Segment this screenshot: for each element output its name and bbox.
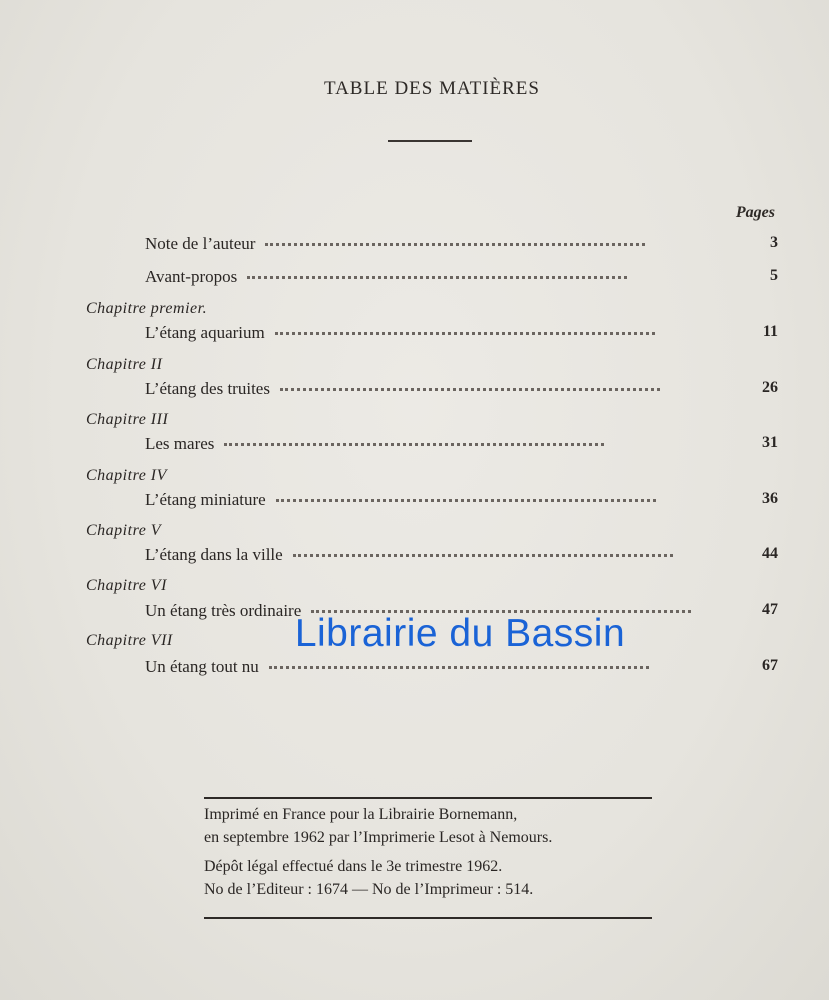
toc-entry-page: 47 bbox=[762, 601, 778, 618]
toc-entry bbox=[145, 601, 780, 625]
toc-entry-label: Un étang tout nu bbox=[145, 657, 259, 676]
chapter-label: Chapitre IV bbox=[86, 467, 167, 484]
toc-entry-label: Avant-propos bbox=[145, 267, 238, 286]
toc-entry bbox=[145, 323, 780, 347]
dot-leader bbox=[247, 266, 627, 279]
toc-entry-label: L’étang dans la ville bbox=[145, 545, 283, 564]
toc-entry-page: 67 bbox=[762, 657, 778, 674]
toc-entry bbox=[145, 490, 780, 514]
colophon-line: Dépôt légal effectué dans le 3e trimestre 1962. bbox=[204, 858, 503, 875]
toc-entry-label: Les mares bbox=[145, 434, 215, 453]
watermark-text: Librairie du Bassin bbox=[294, 612, 626, 655]
chapter-label: Chapitre VI bbox=[86, 577, 167, 594]
dot-leader bbox=[311, 600, 691, 613]
title-divider bbox=[388, 140, 472, 142]
colophon bbox=[204, 803, 652, 901]
toc-entry bbox=[145, 267, 780, 291]
colophon-top-rule bbox=[204, 797, 652, 799]
colophon-line: No de l’Editeur : 1674 — No de l’Imprimeur : 514. bbox=[204, 881, 534, 898]
toc-entry bbox=[145, 434, 780, 458]
dot-leader bbox=[269, 656, 649, 669]
toc-entry-page: 11 bbox=[762, 323, 778, 340]
dot-leader bbox=[280, 378, 660, 391]
colophon-line: en septembre 1962 par l’Imprimerie Lesot à Nemours. bbox=[204, 829, 553, 846]
toc-entry-page: 3 bbox=[770, 234, 778, 251]
toc-entry bbox=[145, 545, 780, 569]
dot-leader bbox=[293, 544, 673, 557]
chapter-label: Chapitre premier. bbox=[86, 300, 208, 317]
pages-column-header: Pages bbox=[735, 204, 775, 221]
toc-entry-page: 31 bbox=[762, 434, 778, 451]
toc-entry-label: L’étang miniature bbox=[145, 490, 266, 509]
page-title: TABLE DES MATIÈRES bbox=[324, 78, 540, 99]
toc-entry-page: 5 bbox=[770, 267, 778, 284]
toc-entry-label: L’étang des truites bbox=[145, 379, 270, 398]
colophon-bottom-rule bbox=[204, 917, 652, 919]
dot-leader bbox=[276, 489, 656, 502]
toc-entry-label: Note de l’auteur bbox=[145, 234, 256, 253]
dot-leader bbox=[275, 322, 655, 335]
dot-leader bbox=[224, 433, 604, 446]
toc-entry-page: 44 bbox=[762, 545, 778, 562]
chapter-label: Chapitre VII bbox=[86, 632, 173, 649]
colophon-line: Imprimé en France pour la Librairie Bornemann, bbox=[204, 806, 518, 823]
toc-entry bbox=[145, 657, 780, 681]
toc-entry-page: 26 bbox=[762, 379, 778, 396]
toc-entry bbox=[145, 379, 780, 403]
dot-leader bbox=[265, 233, 645, 246]
toc-entry bbox=[145, 234, 780, 258]
chapter-label: Chapitre III bbox=[86, 411, 169, 428]
toc-entry-label: L’étang aquarium bbox=[145, 323, 265, 342]
toc-entry-page: 36 bbox=[762, 490, 778, 507]
chapter-label: Chapitre II bbox=[86, 356, 163, 373]
chapter-label: Chapitre V bbox=[86, 522, 162, 539]
toc-entry-label: Un étang très ordinaire bbox=[145, 601, 302, 620]
